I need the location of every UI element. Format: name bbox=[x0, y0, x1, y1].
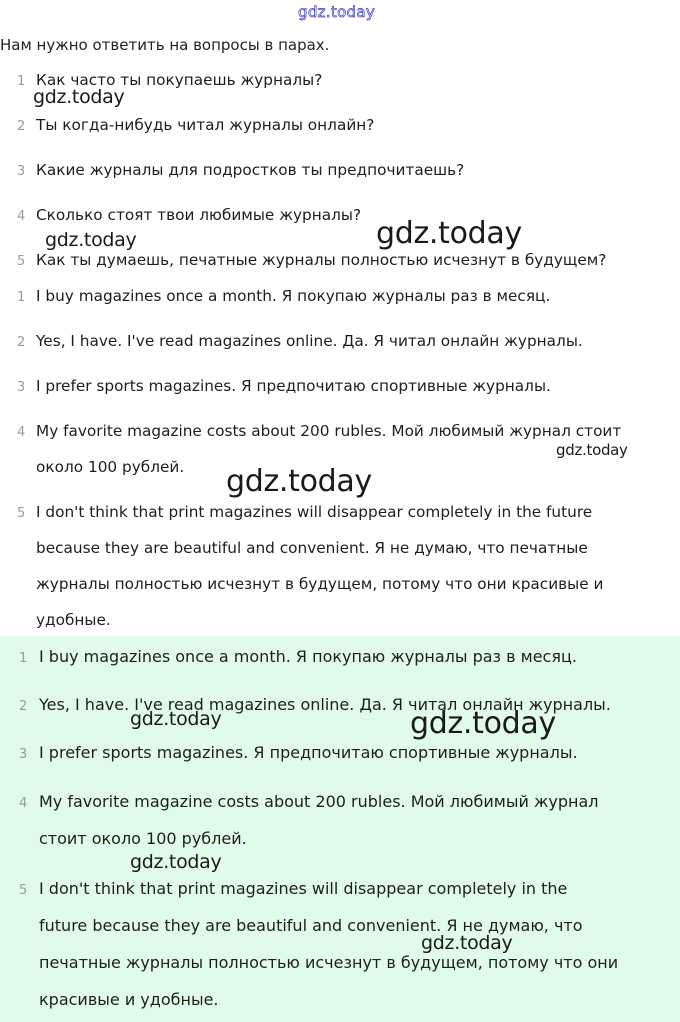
answer-text: Yes, I have. I've read magazines online. Да. Я читал онлайн журналы. bbox=[39, 695, 611, 714]
item-number: 5 bbox=[19, 883, 28, 898]
question-text: Как часто ты покупаешь журналы? bbox=[36, 71, 323, 89]
item-number: 4 bbox=[17, 209, 26, 224]
answer-text-line: I don't think that print magazines will disappear completely in the future bbox=[36, 503, 593, 521]
watermark: gdz.today bbox=[130, 708, 222, 730]
item-number: 2 bbox=[17, 119, 26, 134]
watermark: gdz.today bbox=[226, 464, 372, 499]
question-text: Как ты думаешь, печатные журналы полностью исчезнут в будущем? bbox=[36, 251, 607, 269]
item-number: 2 bbox=[19, 699, 28, 714]
answer-text-line: красивые и удобные. bbox=[39, 990, 219, 1009]
item-number: 2 bbox=[17, 335, 26, 350]
watermark: gdz.today bbox=[376, 216, 522, 251]
watermark: gdz.today bbox=[421, 932, 513, 954]
answer-text-line: стоит около 100 рублей. bbox=[39, 829, 247, 848]
answer-text-line: My favorite magazine costs about 200 rubles. Мой любимый журнал bbox=[39, 792, 599, 811]
answer-text: Yes, I have. I've read magazines online. Да. Я читал онлайн журналы. bbox=[36, 332, 583, 350]
item-number: 3 bbox=[17, 380, 26, 395]
answer-text-line: печатные журналы полностью исчезнут в будущем, потому что они bbox=[39, 953, 619, 972]
header-watermark: gdz.today bbox=[298, 3, 376, 21]
answer-text-line: future because they are beautiful and convenient. Я не думаю, что bbox=[39, 916, 583, 935]
answer-text: I prefer sports magazines. Я предпочитаю спортивные журналы. bbox=[39, 743, 578, 762]
item-number: 1 bbox=[17, 74, 26, 89]
answer-text-line: около 100 рублей. bbox=[36, 458, 185, 476]
question-text: Ты когда-нибудь читал журналы онлайн? bbox=[36, 116, 375, 134]
answer-text-line: My favorite magazine costs about 200 rubles. Мой любимый журнал стоит bbox=[36, 422, 622, 440]
answers-green-panel bbox=[0, 636, 680, 1022]
watermark: gdz.today bbox=[130, 851, 222, 873]
answer-text-line: I don't think that print magazines will disappear completely in the bbox=[39, 879, 568, 898]
item-number: 5 bbox=[17, 506, 26, 521]
item-number: 3 bbox=[19, 747, 28, 762]
item-number: 4 bbox=[17, 425, 26, 440]
watermark: gdz.today bbox=[556, 441, 628, 459]
answer-text: I prefer sports magazines. Я предпочитаю спортивные журналы. bbox=[36, 377, 551, 395]
item-number: 4 bbox=[19, 796, 28, 811]
item-number: 1 bbox=[19, 651, 28, 666]
answer-text-line: удобные. bbox=[36, 611, 111, 629]
answer-text-line: because they are beautiful and convenient. Я не думаю, что печатные bbox=[36, 539, 588, 557]
item-number: 1 bbox=[17, 290, 26, 305]
task-instruction: Нам нужно ответить на вопросы в парах. bbox=[0, 36, 330, 54]
watermark: gdz.today bbox=[45, 229, 137, 251]
question-text: Сколько стоят твои любимые журналы? bbox=[36, 206, 362, 224]
answer-text: I buy magazines once a month. Я покупаю журналы раз в месяц. bbox=[36, 287, 551, 305]
answer-text: I buy magazines once a month. Я покупаю журналы раз в месяц. bbox=[39, 647, 577, 666]
watermark: gdz.today bbox=[410, 706, 556, 741]
item-number: 5 bbox=[17, 254, 26, 269]
item-number: 3 bbox=[17, 164, 26, 179]
question-text: Какие журналы для подростков ты предпочитаешь? bbox=[36, 161, 465, 179]
watermark: gdz.today bbox=[33, 86, 125, 108]
answer-text-line: журналы полностью исчезнут в будущем, потому что они красивые и bbox=[36, 575, 604, 593]
